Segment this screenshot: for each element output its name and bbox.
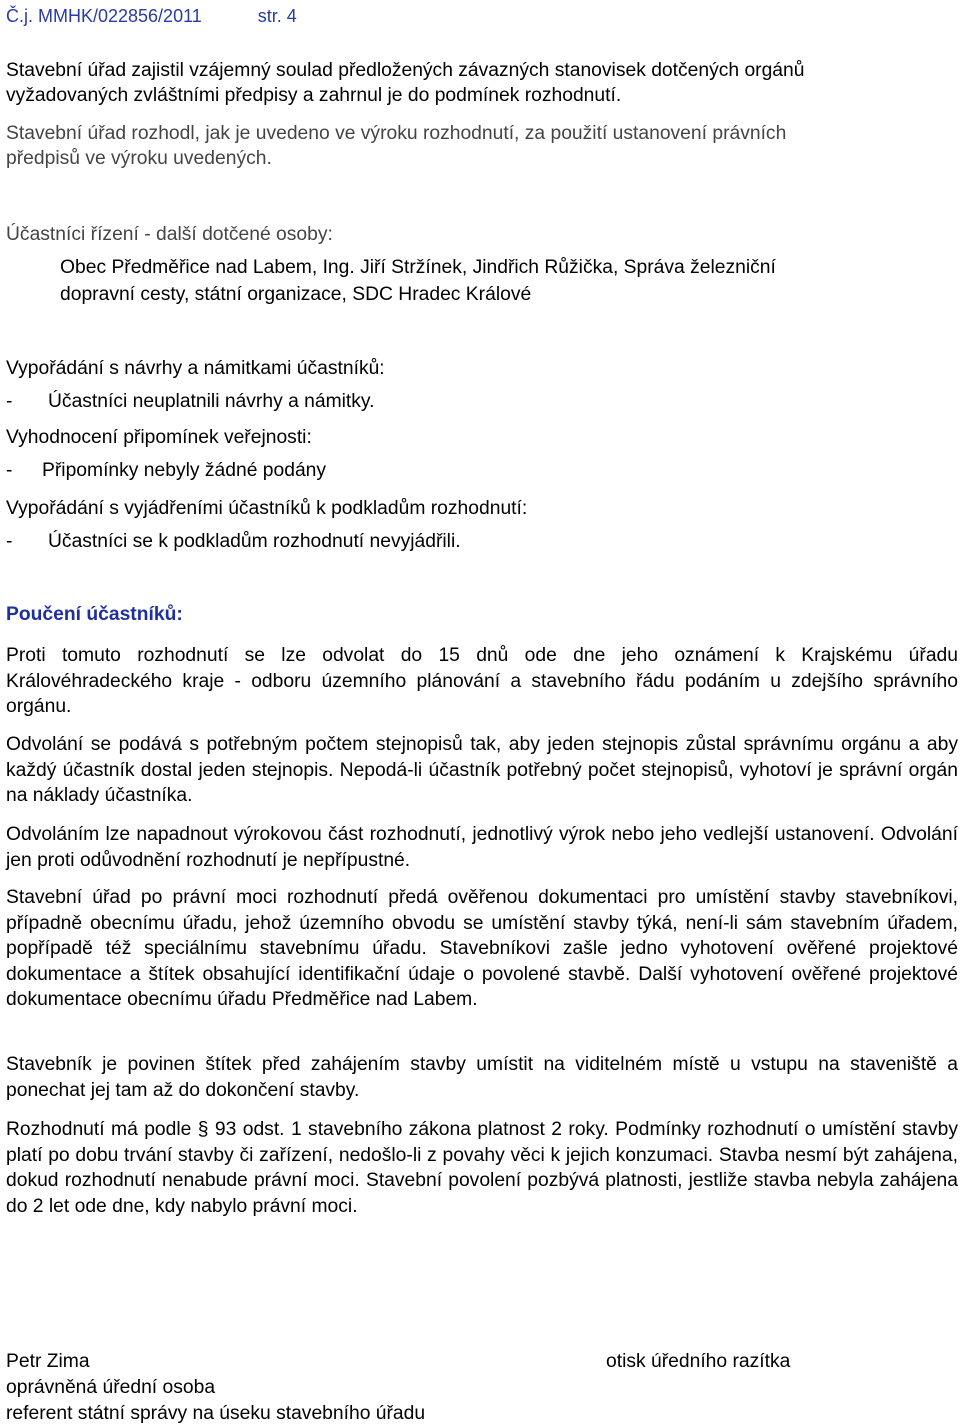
participants-line: dopravní cesty, státní organizace, SDC Hradec Králové	[60, 284, 532, 305]
instruction-paragraph: Proti tomuto rozhodnutí se lze odvolat do 15 dnů ode dne jeho oznámení k Krajskému úřadu Královéhradeckého kraje - odboru územního plánování a stavebního řádu podáním u zdejšího správního orgánu.	[6, 645, 958, 717]
statements-heading: Vypořádání s vyjádřeními účastníků k podkladům rozhodnutí:	[6, 498, 528, 519]
objections-heading: Vypořádání s návrhy a námitkami účastníků:	[6, 358, 385, 379]
paragraph-line: Stavební úřad zajistil vzájemný soulad předložených závazných stanovisek dotčených orgánů	[6, 60, 805, 81]
instruction-heading: Poučení účastníků:	[6, 604, 183, 625]
public-item: Připomínky nebyly žádné podány	[42, 460, 327, 481]
instruction-paragraph: Stavebník je povinen štítek před zahájením stavby umístit na viditelném místě u vstupu na staveniště a ponechat jej tam až do dokončení stavby.	[6, 1054, 958, 1101]
reference-number: Č.j. MMHK/022856/2011	[6, 6, 202, 26]
public-heading: Vyhodnocení připomínek veřejnosti:	[6, 427, 312, 448]
paragraph-line: vyžadovaných zvláštními předpisy a zahrnul je do podmínek rozhodnutí.	[6, 85, 622, 106]
paragraph-line: předpisů ve výroku uvedených.	[6, 148, 272, 169]
participants-heading: Účastníci řízení - další dotčené osoby:	[6, 224, 333, 245]
signer-name: Petr Zima	[6, 1351, 90, 1372]
statements-dash: -	[6, 531, 13, 552]
signer-position: referent státní správy na úseku stavebního úřadu	[6, 1403, 426, 1424]
instruction-paragraph: Rozhodnutí má podle § 93 odst. 1 stavebního zákona platnost 2 roky. Podmínky rozhodnutí o umístění stavby platí po dobu trvání stavby či zařízení, nedošlo-li z povahy věci k jejich konzumaci. Stavba nesmí být zahájena, dokud rozhodnutí nenabude právní moci. Stavební povolení pozbývá platnosti, jestliže stavba nebyla zahájena do 2 let ode dne, kdy nabylo právní moci.	[6, 1119, 958, 1217]
paragraph-line: Stavební úřad rozhodl, jak je uvedeno ve výroku rozhodnutí, za použití ustanovení právních	[6, 123, 787, 144]
instruction-paragraph: Odvoláním lze napadnout výrokovou část rozhodnutí, jednotlivý výrok nebo jeho vedlejší ustanovení. Odvolání jen proti odůvodnění rozhodnutí je nepřípustné.	[6, 824, 958, 871]
instruction-paragraph: Odvolání se podává s potřebným počtem stejnopisů tak, aby jeden stejnopis zůstal správnímu orgánu a aby každý účastník dostal jeden stejnopis. Nepodá-li účastník potřebný počet stejnopisů, vyhotoví je správní orgán na náklady účastníka.	[6, 734, 958, 806]
stamp-placeholder: otisk úředního razítka	[606, 1351, 791, 1372]
page-number: str. 4	[257, 6, 297, 26]
statements-item: Účastníci se k podkladům rozhodnutí nevyjádřili.	[48, 531, 461, 552]
participants-line: Obec Předměřice nad Labem, Ing. Jiří Stržínek, Jindřich Růžička, Správa železniční	[60, 257, 776, 278]
public-dash: -	[6, 460, 13, 481]
page-header	[6, 6, 297, 27]
signer-role: oprávněná úřední osoba	[6, 1377, 216, 1398]
instruction-paragraph: Stavební úřad po právní moci rozhodnutí předá ověřenou dokumentaci pro umístění stavby stavebníkovi, případně obecnímu úřadu, jehož územního obvodu se umístění stavby týká, není-li sám stavebním úřadem, popřípadě též speciálnímu stavebnímu úřadu. Stavebníkovi zašle jedno vyhotovení ověřené projektové dokumentace a štítek obsahující identifikační údaje o povolené stavbě. Další vyhotovení ověřené projektové dokumentace obecnímu úřadu Předměřice nad Labem.	[6, 887, 958, 1010]
objections-item: Účastníci neuplatnili návrhy a námitky.	[48, 391, 375, 412]
objections-dash: -	[6, 391, 13, 412]
